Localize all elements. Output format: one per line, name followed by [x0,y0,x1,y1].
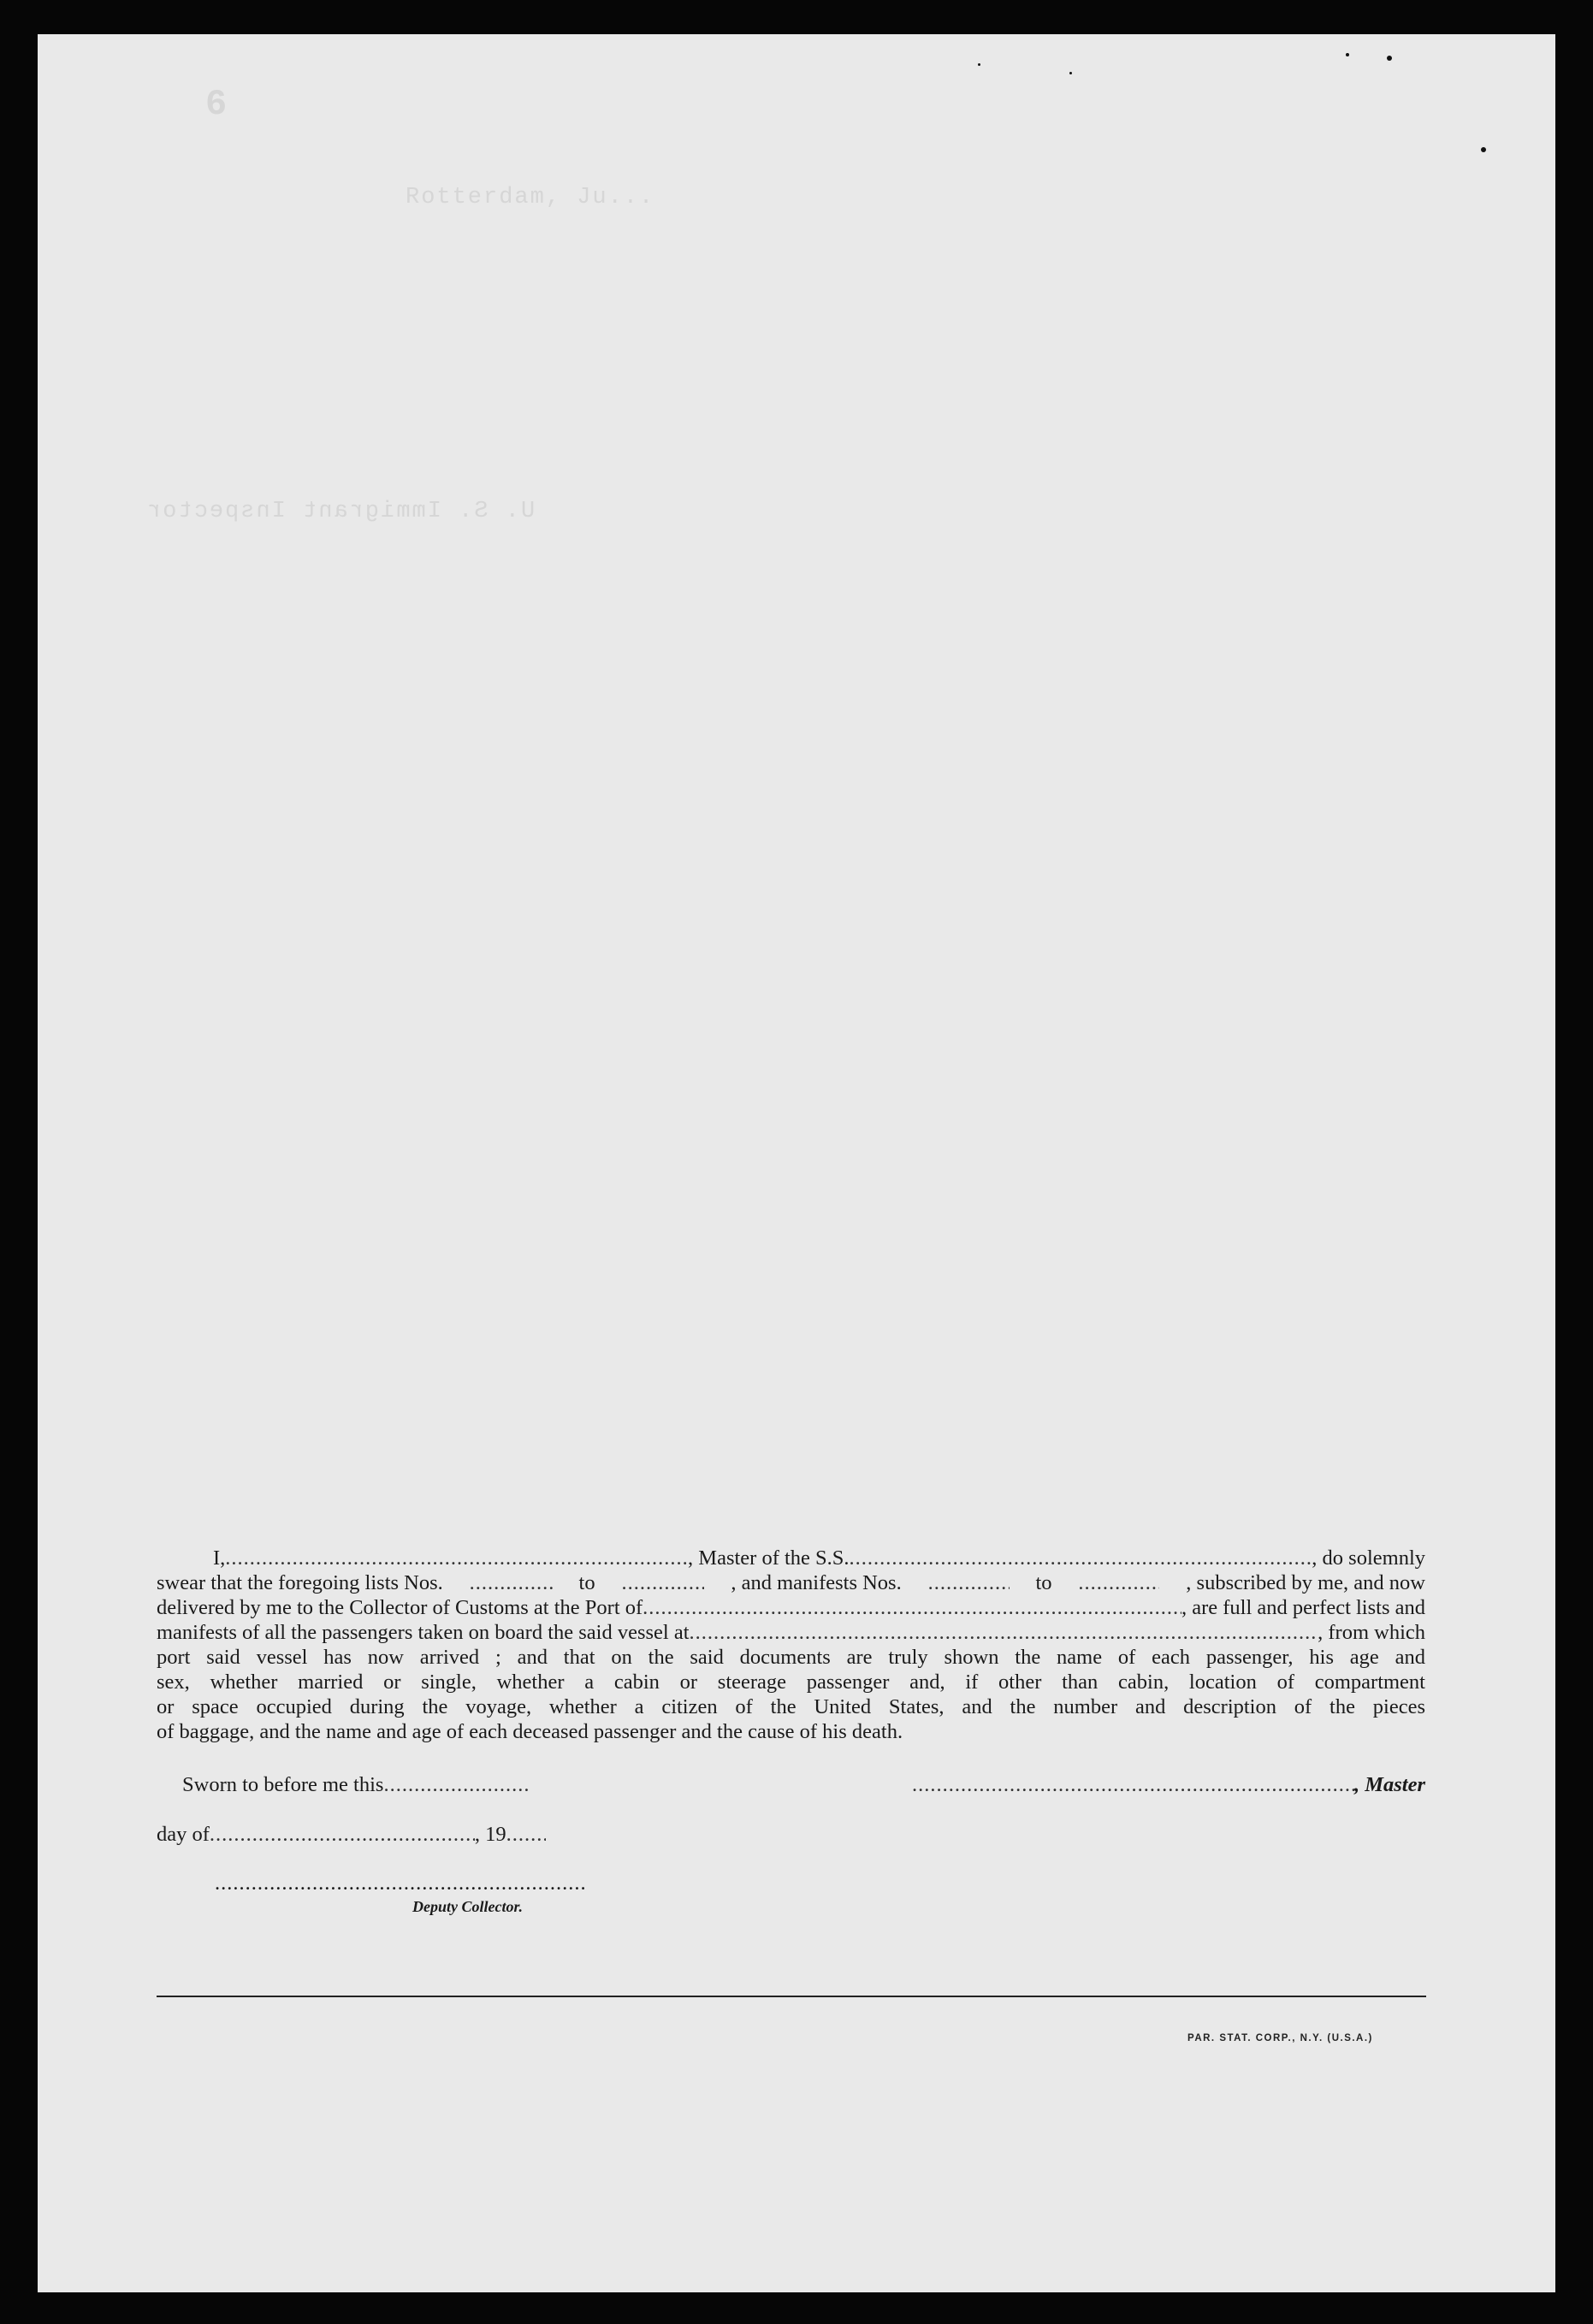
sworn-label: Sworn to before me this [182,1773,384,1796]
footer-rule [157,1996,1426,1997]
oath-line-6 [157,1670,1425,1694]
oath-manifests-all: manifests of all the passengers taken on board the said vessel at [157,1621,690,1644]
oath-manifests: , and manifests Nos. [731,1571,902,1594]
oath-subscribed: , subscribed by me, and now [1186,1571,1425,1594]
ship-name-blank [850,1546,1312,1570]
oath-full-perfect: , are full and perfect lists and [1181,1596,1425,1619]
printer-imprint: PAR. STAT. CORP., N.Y. (U.S.A.) [1187,2033,1373,2043]
oath-line-7 [157,1694,1425,1719]
master-label: , Master [1353,1773,1425,1796]
oath-to-1: to [578,1571,595,1594]
manifest-from-blank [928,1570,1010,1595]
sworn-day-blank [383,1773,529,1797]
day-of-label: day of [157,1823,210,1846]
year-blank [506,1823,546,1847]
scan-speck [1069,72,1072,74]
oath-line-3 [157,1595,1425,1620]
list-to-blank [621,1570,704,1595]
oath-delivered: delivered by me to the Collector of Customs at the Port of [157,1596,643,1619]
master-signature-blank [912,1773,1354,1797]
year-label: , 19 [474,1823,506,1846]
scan-speck [978,63,980,66]
manifest-to-blank [1078,1570,1159,1595]
oath-solemnly: , do solemnly [1312,1546,1426,1570]
oath-line-4 [157,1620,1425,1645]
oath-line-8 [157,1719,1425,1744]
port-blank [643,1595,1181,1620]
oath-swear: swear that the foregoing lists Nos. [157,1571,443,1594]
day-of-line [157,1823,546,1847]
bleed-line-b: U. S. Immigrant Inspector [145,499,536,524]
oath-paragraph [157,1546,1425,1744]
deputy-signature-blank [215,1872,585,1897]
oath-line-2 [157,1570,1425,1595]
month-blank [210,1823,475,1847]
oath-text-8: of baggage, and the name and age of each deceased passenger and the cause of his death. [157,1720,903,1743]
oath-text-7: or space occupied during the voyage, whether a citizen of the United States, and the number and description of the pieces [157,1695,1425,1718]
oath-line-1 [157,1546,1425,1570]
manifest-page [38,34,1555,2292]
list-from-blank [470,1570,553,1595]
bleed-line-a: Rotterdam, Ju... [406,185,655,210]
master-signature-line [912,1773,1425,1797]
oath-text-6: sex, whether married or single, whether a cabin or steerage passenger and, if other than cabin, location of compartment [157,1671,1425,1694]
master-name-blank [225,1546,688,1570]
oath-i: I, [213,1546,226,1570]
boarding-port-blank [690,1620,1318,1645]
scan-speck [1387,56,1392,61]
oath-text-5: port said vessel has now arrived ; and that on the said documents are truly shown the name of each passenger, his age and [157,1646,1425,1669]
oath-to-2: to [1035,1571,1052,1594]
scan-speck [1481,147,1486,152]
oath-line-5 [157,1645,1425,1670]
bleed-page-number: 6 [205,84,229,125]
deputy-collector-label: Deputy Collector. [412,1898,523,1915]
oath-from-which: , from which [1318,1621,1425,1644]
scan-speck [1346,53,1349,56]
oath-master-of: , Master of the S.S. [688,1546,850,1570]
sworn-line [182,1773,529,1797]
